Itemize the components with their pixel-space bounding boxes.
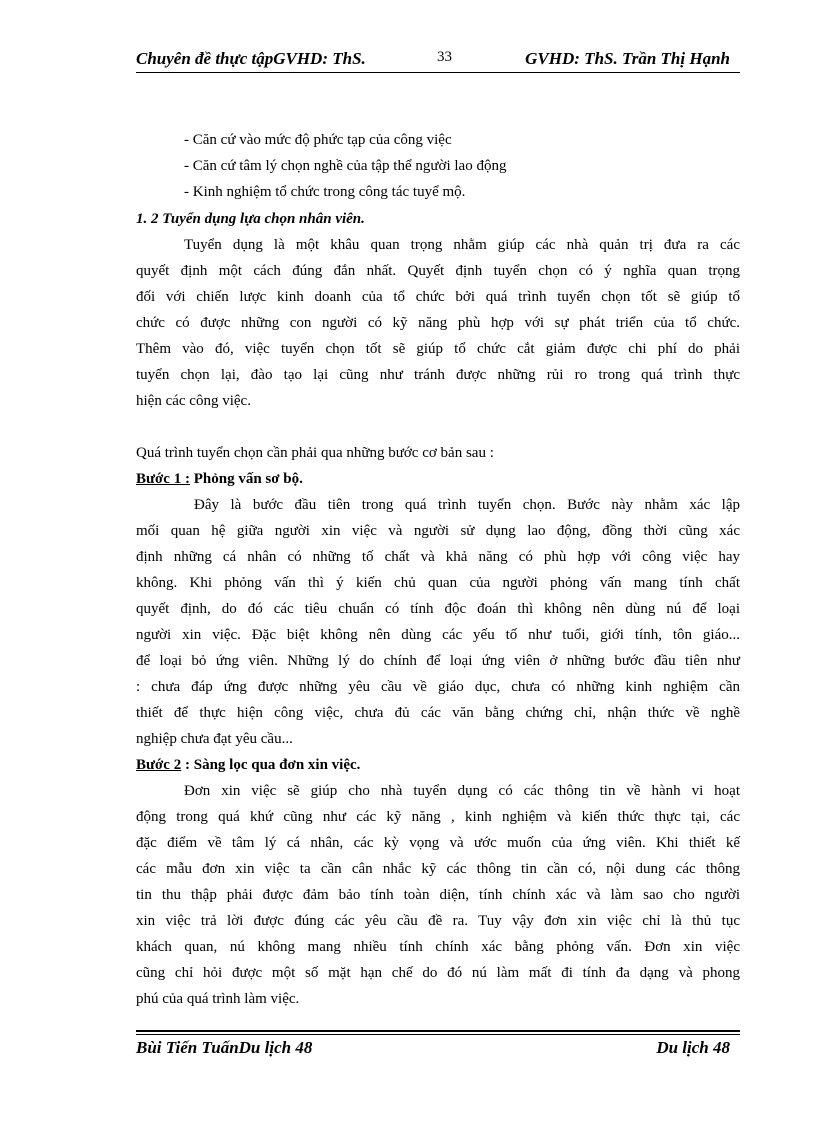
paragraph-line: Đơn xin việc sẽ giúp cho nhà tuyển dụng có các thông tin về hành vi hoạt	[184, 783, 740, 799]
step-2-title: : Sàng lọc qua đơn xin việc.	[181, 757, 361, 773]
paragraph-line: đặc điểm về tâm lý cá nhân, các kỳ vọng và ước muốn của ứng viên. Khi thiết kế	[136, 835, 740, 851]
paragraph-line: tuyển chọn lại, đào tạo lại cũng như tránh được những rủi ro trong quá trình thực	[136, 367, 740, 383]
step-2-heading	[136, 757, 360, 774]
bullet-item: - Căn cứ tâm lý chọn nghề của tập thể người lao động	[184, 158, 507, 174]
paragraph-line: không. Khi phỏng vấn thì ý kiến chủ quan của người phỏng vấn mang tính chất	[136, 575, 740, 591]
paragraph-line: các mẫu đơn xin việc ta cần cân nhắc kỹ các thông tin cần có, nội dung các thông	[136, 861, 740, 877]
paragraph-line: đối với chiến lược kinh doanh của tổ chức bởi quá trình tuyển chọn tốt sẽ giúp tổ	[136, 289, 740, 305]
paragraph-line: phú của quá trình làm việc.	[136, 991, 300, 1007]
step-1-title: Phỏng vấn sơ bộ.	[189, 471, 303, 487]
header-left-text: Chuyên đề thực tậpGVHD: ThS.	[136, 49, 366, 68]
paragraph-line: Thêm vào đó, việc tuyển chọn tốt sẽ giúp tổ chức cắt giảm được chi phí do phải	[136, 341, 740, 357]
paragraph-line: nghiệp chưa đạt yêu cầu...	[136, 731, 293, 747]
paragraph-line: Tuyển dụng là một khâu quan trọng nhằm giúp các nhà quản trị đưa ra các	[184, 237, 740, 253]
paragraph-line: động trong quá khứ cũng như các kỹ năng , kinh nghiệm và kiến thức thực tại, các	[136, 809, 740, 825]
paragraph-line: cũng chỉ hỏi được một số mặt hạn chế do đó nú làm mất đi tính đa dạng và phong	[136, 965, 740, 981]
paragraph-line: : chưa đáp ứng được những yêu cầu về giáo dục, chưa có những kinh nghiệm cần	[136, 679, 740, 695]
paragraph-line: mối quan hệ giữa người xin việc và người sử dụng lao động, đồng thời cũng xác	[136, 523, 740, 539]
footer-divider-thin	[136, 1034, 740, 1035]
paragraph-line: hiện các công việc.	[136, 393, 251, 409]
paragraph-line: để loại bỏ ứng viên. Những lý do chính để loại ứng viên ở những bước đầu tiên như	[136, 653, 740, 669]
bullet-item: - Căn cứ vào mức độ phức tạp của công việc	[184, 132, 452, 148]
paragraph-line: chức có được những con người có kỹ năng phù hợp với sự phát triển của tổ chức.	[136, 315, 740, 331]
page-number: 33	[437, 49, 452, 65]
header-right-text: GVHD: ThS. Trần Thị Hạnh	[525, 49, 730, 68]
paragraph-line: Đây là bước đầu tiên trong quá trình tuyển chọn. Bước này nhằm xác lập	[194, 497, 740, 513]
paragraph-line: người xin việc. Đặc biệt không nên dùng các yếu tố như tuổi, giới tính, tôn giáo...	[136, 627, 740, 643]
header-divider	[136, 72, 740, 73]
paragraph-line: quyết định, do đó các tiêu chuẩn có tính độc đoán thì không nên dùng nú để loại	[136, 601, 740, 617]
paragraph-line: định những cá nhân có những tố chất và khả năng có phù hợp với công việc hay	[136, 549, 740, 565]
step-1-heading	[136, 471, 303, 488]
footer-right-text: Du lịch 48	[656, 1038, 730, 1057]
paragraph-line: xin việc trả lời được đúng các yêu cầu đề ra. Tuy vậy đơn xin việc chỉ là thủ tục	[136, 913, 740, 929]
footer-left-text: Bùi Tiến TuấnDu lịch 48	[136, 1038, 313, 1057]
paragraph-line: tin thu thập phải được đảm bảo tính toàn diện, tính chính xác và làm sao cho người	[136, 887, 740, 903]
paragraph-line: khách quan, nú không mang nhiều tính chính xác bằng phỏng vấn. Đơn xin việc	[136, 939, 740, 955]
step-1-label: Bước 1 :	[136, 471, 190, 487]
footer-divider	[136, 1030, 740, 1032]
intro-text: Quá trình tuyển chọn cần phải qua những bước cơ bản sau :	[136, 445, 494, 461]
paragraph-line: quyết định một cách đúng đắn nhất. Quyết định tuyển chọn có ý nghĩa quan trọng	[136, 263, 740, 279]
section-heading: 1. 2 Tuyển dụng lựa chọn nhân viên.	[136, 211, 365, 227]
bullet-item: - Kinh nghiệm tổ chức trong công tác tuyể mộ.	[184, 184, 466, 200]
step-2-label: Bước 2	[136, 757, 182, 773]
paragraph-line: thiết để thực hiện công việc, chưa đủ các văn bằng chứng chỉ, nhận thức về nghề	[136, 705, 740, 721]
page-header	[136, 47, 740, 73]
